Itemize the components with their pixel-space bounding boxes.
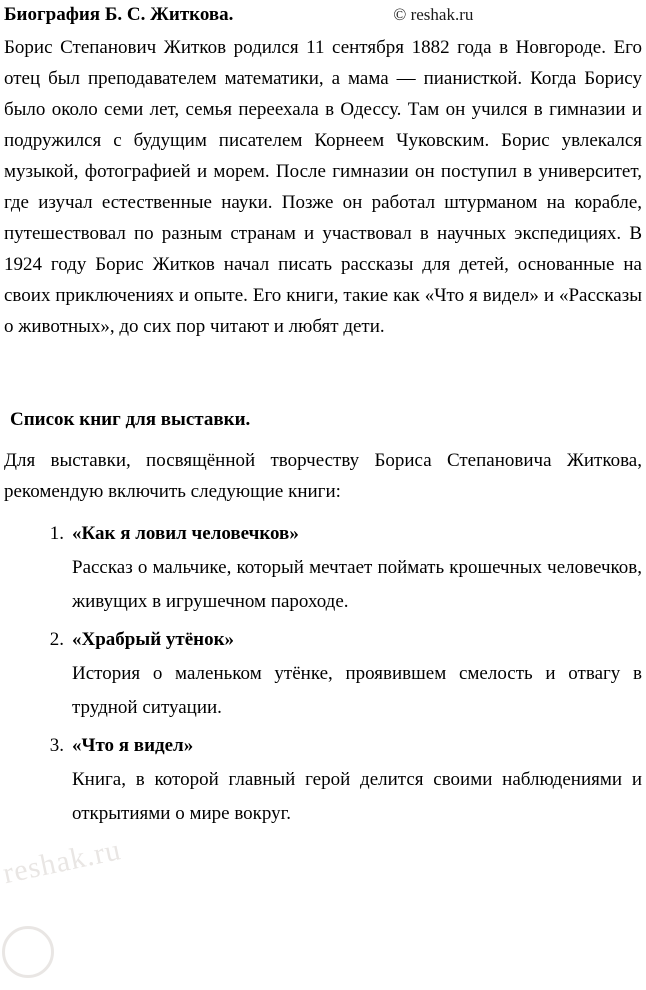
section-intro-paragraph: Для выставки, посвящённой творчеству Бориса Степановича Житкова, рекомендую включить следующие книги: [4,450,642,502]
document-content [4,4,642,835]
page-title: Биография Б. С. Житкова. [4,4,234,25]
biography-paragraph: Борис Степанович Житков родился 11 сентября 1882 года в Новгороде. Его отец был преподавателем математики, а мама — пианисткой. Когда Борису было около семи лет, семья переехала в Одессу. Там он учился в гимназии и подружился с будущим писателем Корнеем Чуковским. Борис увлекался музыкой, фотографией и морем. После гимназии он поступил в университет, где изучал естественные науки. Позже он работал штурманом на корабле, путешествовал по разным странам и участвовал в научных экспедициях. В 1924 году Борис Житков начал писать рассказы для детей, основанные на своих приключениях и опыте. Его книги, такие как «Что я видел» и «Рассказы о животных», до сих пор читают и любят дети. [4,37,642,337]
watermark [0,833,224,988]
section-spacer [4,342,642,404]
section-heading: Список книг для выставки. [10,409,251,430]
book-title: «Как я ловил человечков» [72,523,299,544]
copyright-notice: © reshak.ru [393,5,474,24]
heading-spacer [4,435,642,445]
book-title: «Храбрый утёнок» [72,629,235,650]
list-item [40,517,642,619]
book-description: Книга, в которой главный герой делится своими наблюдениями и открытиями о мире вокруг. [72,769,642,824]
list-item [40,623,642,725]
book-list [4,517,642,831]
list-item [40,729,642,831]
watermark-label: reshak.ru [0,833,125,891]
book-title: «Что я видел» [72,735,194,756]
document-header [4,4,642,26]
watermark-circle-icon [2,926,54,978]
book-description: Рассказ о мальчике, который мечтает поймать крошечных человечков, живущих в игрушечном пароходе. [72,557,642,612]
book-description: История о маленьком утёнке, проявившем смелость и отвагу в трудной ситуации. [72,663,642,718]
list-spacer [4,507,642,517]
